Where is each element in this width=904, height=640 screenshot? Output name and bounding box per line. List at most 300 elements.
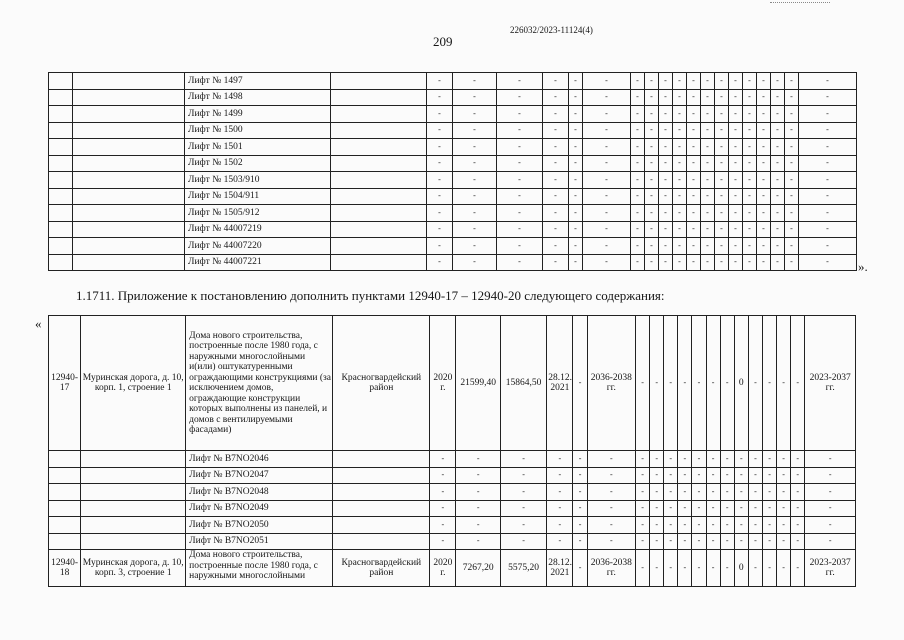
lift-label: Лифт № В7NO2048	[186, 484, 333, 501]
empty-cell	[49, 155, 73, 172]
dash-cell: -	[569, 89, 583, 106]
lift-label: Лифт № 1502	[185, 155, 331, 172]
dash-cell: -	[785, 155, 799, 172]
page-number: 209	[433, 34, 453, 49]
dash-cell: -	[743, 106, 757, 123]
dash-cell: -	[729, 89, 743, 106]
entry-district: Красногвардейский район	[333, 316, 430, 451]
dash-cell: -	[569, 106, 583, 123]
dash-cell: -	[664, 316, 678, 451]
dash-cell: -	[587, 451, 635, 468]
dash-cell: -	[678, 550, 692, 587]
dash-cell: -	[762, 484, 776, 501]
dash-cell: -	[687, 73, 701, 90]
empty-cell	[49, 254, 73, 271]
empty-cell	[49, 238, 73, 255]
dash-cell: -	[785, 106, 799, 123]
dash-cell: -	[701, 188, 715, 205]
entry-zero: 0	[734, 550, 748, 587]
empty-cell	[49, 500, 81, 517]
dash-cell: -	[720, 316, 734, 451]
lift-row	[49, 122, 857, 139]
dash-cell: -	[543, 172, 569, 189]
dash-cell: -	[692, 533, 706, 550]
dash-cell: -	[673, 205, 687, 222]
dash-cell: -	[430, 517, 456, 534]
dash-cell: -	[701, 238, 715, 255]
dash-cell: -	[427, 73, 453, 90]
dash-cell: -	[635, 500, 649, 517]
dash-cell: -	[631, 172, 645, 189]
entry-number: 12940-17	[49, 316, 81, 451]
entry-area-living: 5575,20	[500, 550, 546, 587]
dash-cell: -	[497, 122, 543, 139]
dash-cell: -	[569, 254, 583, 271]
dash-cell: -	[650, 517, 664, 534]
dash-cell: -	[659, 155, 673, 172]
dash-cell: -	[743, 139, 757, 156]
dash-cell: -	[569, 172, 583, 189]
dash-cell: -	[547, 533, 573, 550]
dash-cell: -	[635, 517, 649, 534]
dash-cell: -	[771, 155, 785, 172]
dash-cell: -	[635, 467, 649, 484]
dash-cell: -	[715, 172, 729, 189]
dash-cell: -	[659, 205, 673, 222]
dash-cell: -	[777, 484, 791, 501]
dash-cell: -	[659, 122, 673, 139]
dash-cell: -	[729, 254, 743, 271]
lift-label: Лифт № 1499	[185, 106, 331, 123]
dash-cell: -	[715, 73, 729, 90]
dash-cell: -	[757, 122, 771, 139]
dash-cell: -	[500, 517, 546, 534]
dash-cell: -	[805, 467, 856, 484]
dash-cell: -	[791, 533, 805, 550]
dash-cell: -	[791, 316, 805, 451]
empty-cell	[49, 73, 73, 90]
dash-cell: -	[791, 550, 805, 587]
dash-cell: -	[692, 316, 706, 451]
dash-cell: -	[427, 172, 453, 189]
dash-cell: -	[673, 172, 687, 189]
lift-row	[49, 221, 857, 238]
entry-address: Муринская дорога, д. 10, корп. 1, строение 1	[81, 316, 186, 451]
dash-cell: -	[500, 467, 546, 484]
dash-cell: -	[573, 451, 587, 468]
dash-cell: -	[715, 122, 729, 139]
lift-label: Лифт № 1498	[185, 89, 331, 106]
dash-cell: -	[771, 122, 785, 139]
empty-cell	[73, 122, 185, 139]
dash-cell: -	[430, 484, 456, 501]
dash-cell: -	[715, 254, 729, 271]
lift-row	[49, 205, 857, 222]
dash-cell: -	[701, 205, 715, 222]
dash-cell: -	[734, 451, 748, 468]
dash-cell: -	[799, 122, 857, 139]
dash-cell: -	[785, 238, 799, 255]
dash-cell: -	[664, 467, 678, 484]
dash-cell: -	[799, 155, 857, 172]
lift-label: Лифт № 44007220	[185, 238, 331, 255]
dash-cell: -	[729, 139, 743, 156]
empty-cell	[331, 122, 427, 139]
dash-cell: -	[659, 238, 673, 255]
dash-cell: -	[631, 205, 645, 222]
dash-cell: -	[453, 73, 497, 90]
dash-cell: -	[500, 500, 546, 517]
dash-cell: -	[673, 238, 687, 255]
dash-cell: -	[427, 89, 453, 106]
lift-row	[49, 172, 857, 189]
dash-cell: -	[729, 155, 743, 172]
empty-cell	[73, 89, 185, 106]
dash-cell: -	[583, 188, 631, 205]
dash-cell: -	[543, 139, 569, 156]
dash-cell: -	[583, 221, 631, 238]
empty-cell	[73, 106, 185, 123]
dash-cell: -	[757, 221, 771, 238]
dash-cell: -	[799, 172, 857, 189]
dash-cell: -	[757, 139, 771, 156]
dash-cell: -	[687, 221, 701, 238]
dash-cell: -	[569, 238, 583, 255]
dash-cell: -	[715, 106, 729, 123]
empty-cell	[73, 139, 185, 156]
entry-description: Дома нового строительства, построенные после 1980 года, с наружными многослойными	[186, 550, 333, 587]
dash-cell: -	[583, 172, 631, 189]
dash-cell: -	[673, 188, 687, 205]
dash-cell: -	[659, 172, 673, 189]
dash-cell: -	[645, 205, 659, 222]
dash-cell: -	[569, 155, 583, 172]
dash-cell: -	[659, 254, 673, 271]
dash-cell: -	[748, 550, 762, 587]
dash-cell: -	[631, 122, 645, 139]
dash-cell: -	[743, 155, 757, 172]
empty-cell	[73, 73, 185, 90]
dash-cell: -	[771, 254, 785, 271]
dash-cell: -	[673, 89, 687, 106]
dash-cell: -	[678, 500, 692, 517]
empty-cell	[73, 205, 185, 222]
dash-cell: -	[729, 106, 743, 123]
lift-label: Лифт № 44007221	[185, 254, 331, 271]
dash-cell: -	[650, 533, 664, 550]
empty-cell	[49, 122, 73, 139]
dash-cell: -	[715, 155, 729, 172]
opening-quote: «	[35, 316, 42, 331]
lift-label: Лифт № 44007219	[185, 221, 331, 238]
dash-cell: -	[631, 89, 645, 106]
dash-cell: -	[701, 172, 715, 189]
empty-cell	[49, 467, 81, 484]
dash-cell: -	[587, 500, 635, 517]
dash-cell: -	[635, 484, 649, 501]
dash-cell: -	[687, 139, 701, 156]
dash-cell: -	[785, 188, 799, 205]
dash-cell: -	[645, 106, 659, 123]
lift-row	[49, 484, 856, 501]
entry-date: 28.12. 2021	[547, 316, 573, 451]
dash-cell: -	[497, 254, 543, 271]
dash-cell: -	[631, 106, 645, 123]
empty-cell	[81, 500, 186, 517]
dash-cell: -	[427, 254, 453, 271]
dash-cell: -	[687, 188, 701, 205]
dash-cell: -	[799, 188, 857, 205]
dash-cell: -	[757, 188, 771, 205]
dash-cell: -	[791, 451, 805, 468]
dash-cell: -	[645, 221, 659, 238]
dash-cell: -	[427, 205, 453, 222]
dash-cell: -	[762, 467, 776, 484]
dash-cell: -	[430, 500, 456, 517]
entry-period2: 2023-2037 гг.	[805, 550, 856, 587]
lift-label: Лифт № В7NO2050	[186, 517, 333, 534]
dash-cell: -	[771, 73, 785, 90]
dash-cell: -	[430, 533, 456, 550]
dash-cell: -	[427, 238, 453, 255]
dash-cell: -	[701, 254, 715, 271]
dash-cell: -	[805, 484, 856, 501]
dash-cell: -	[762, 500, 776, 517]
dash-cell: -	[757, 254, 771, 271]
entry-district: Красногвардейский район	[333, 550, 430, 587]
entry-area-total: 7267,20	[456, 550, 500, 587]
dash-cell: -	[777, 316, 791, 451]
dash-cell: -	[497, 238, 543, 255]
lift-label: Лифт № 1505/912	[185, 205, 331, 222]
entry-area-total: 21599,40	[456, 316, 500, 451]
dash-cell: -	[583, 205, 631, 222]
dash-cell: -	[706, 533, 720, 550]
dash-cell: -	[456, 484, 500, 501]
dash-cell: -	[543, 106, 569, 123]
dash-cell: -	[453, 221, 497, 238]
dash-cell: -	[734, 533, 748, 550]
dash-cell: -	[743, 73, 757, 90]
dash-cell: -	[785, 139, 799, 156]
dash-cell: -	[687, 89, 701, 106]
entry-number: 12940-18	[49, 550, 81, 587]
dash-cell: -	[631, 188, 645, 205]
lift-label: Лифт № В7NO2046	[186, 451, 333, 468]
dash-cell: -	[650, 467, 664, 484]
dash-cell: -	[678, 517, 692, 534]
empty-cell	[333, 484, 430, 501]
dash-cell: -	[785, 89, 799, 106]
dash-cell: -	[734, 484, 748, 501]
entry-row-12940-17	[49, 316, 856, 451]
lift-label: Лифт № 1504/911	[185, 188, 331, 205]
dash-cell: -	[673, 221, 687, 238]
lift-label: Лифт № В7NO2051	[186, 533, 333, 550]
dash-cell: -	[706, 500, 720, 517]
dash-cell: -	[720, 533, 734, 550]
lift-row	[49, 89, 857, 106]
dash-cell: -	[734, 467, 748, 484]
dash-cell: -	[706, 484, 720, 501]
empty-cell	[49, 106, 73, 123]
dash-cell: -	[799, 106, 857, 123]
dash-cell: -	[799, 73, 857, 90]
dash-cell: -	[799, 139, 857, 156]
entry-area-living: 15864,50	[500, 316, 546, 451]
dash-cell: -	[762, 550, 776, 587]
dash-cell: -	[687, 172, 701, 189]
top-scribble-mark	[770, 2, 830, 9]
dash-cell: -	[720, 500, 734, 517]
closing-quote: ».	[858, 259, 868, 274]
dash-cell: -	[427, 139, 453, 156]
empty-cell	[331, 139, 427, 156]
dash-cell: -	[583, 238, 631, 255]
dash-cell: -	[497, 89, 543, 106]
empty-cell	[73, 188, 185, 205]
empty-cell	[331, 73, 427, 90]
dash-cell: -	[673, 139, 687, 156]
dash-cell: -	[785, 205, 799, 222]
dash-cell: -	[587, 533, 635, 550]
dash-cell: -	[805, 517, 856, 534]
dash-cell: -	[645, 73, 659, 90]
dash-cell: -	[687, 205, 701, 222]
dash-cell: -	[701, 122, 715, 139]
dash-cell: -	[456, 467, 500, 484]
dash-cell: -	[720, 517, 734, 534]
lift-row	[49, 106, 857, 123]
dash-cell: -	[799, 238, 857, 255]
dash-cell: -	[543, 205, 569, 222]
dash-cell: -	[650, 500, 664, 517]
dash-cell: -	[687, 122, 701, 139]
dash-cell: -	[757, 106, 771, 123]
lift-label: Лифт № 1500	[185, 122, 331, 139]
amendment-paragraph: 1.1711. Приложение к постановлению дополнить пунктами 12940-17 – 12940-20 следующего содержания:	[76, 288, 665, 303]
empty-cell	[81, 484, 186, 501]
dash-cell: -	[791, 467, 805, 484]
dash-cell: -	[453, 188, 497, 205]
entry-zero: 0	[734, 316, 748, 451]
dash-cell: -	[673, 73, 687, 90]
dash-cell: -	[497, 172, 543, 189]
dash-cell: -	[692, 451, 706, 468]
dash-cell: -	[791, 484, 805, 501]
entry-year: 2020 г.	[430, 550, 456, 587]
dash-cell: -	[456, 500, 500, 517]
dash-cell: -	[715, 205, 729, 222]
dash-cell: -	[635, 533, 649, 550]
dash-cell: -	[427, 106, 453, 123]
empty-cell	[331, 188, 427, 205]
dash-cell: -	[715, 221, 729, 238]
dash-cell: -	[453, 155, 497, 172]
dash-cell: -	[692, 550, 706, 587]
lift-row	[49, 139, 857, 156]
dash-cell: -	[650, 550, 664, 587]
dash-cell: -	[453, 254, 497, 271]
lift-row	[49, 73, 857, 90]
dash-cell: -	[500, 533, 546, 550]
lift-row	[49, 238, 857, 255]
dash-cell: -	[453, 172, 497, 189]
dash-cell: -	[573, 550, 587, 587]
dash-cell: -	[587, 467, 635, 484]
dash-cell: -	[569, 205, 583, 222]
dash-cell: -	[729, 73, 743, 90]
dash-cell: -	[715, 188, 729, 205]
dash-cell: -	[573, 500, 587, 517]
dash-cell: -	[748, 451, 762, 468]
dash-cell: -	[785, 254, 799, 271]
dash-cell: -	[631, 254, 645, 271]
dash-cell: -	[748, 467, 762, 484]
empty-cell	[331, 221, 427, 238]
dash-cell: -	[547, 484, 573, 501]
dash-cell: -	[500, 451, 546, 468]
dash-cell: -	[427, 221, 453, 238]
empty-cell	[81, 451, 186, 468]
dash-cell: -	[569, 139, 583, 156]
dash-cell: -	[453, 89, 497, 106]
dash-cell: -	[543, 89, 569, 106]
dash-cell: -	[573, 316, 587, 451]
dash-cell: -	[587, 484, 635, 501]
dash-cell: -	[569, 73, 583, 90]
dash-cell: -	[453, 238, 497, 255]
dash-cell: -	[453, 139, 497, 156]
dash-cell: -	[453, 205, 497, 222]
dash-cell: -	[701, 139, 715, 156]
dash-cell: -	[771, 205, 785, 222]
dash-cell: -	[497, 155, 543, 172]
dash-cell: -	[650, 451, 664, 468]
dash-cell: -	[673, 254, 687, 271]
empty-cell	[49, 517, 81, 534]
dash-cell: -	[729, 172, 743, 189]
empty-cell	[73, 238, 185, 255]
empty-cell	[49, 172, 73, 189]
dash-cell: -	[805, 500, 856, 517]
empty-cell	[49, 205, 73, 222]
empty-cell	[333, 500, 430, 517]
dash-cell: -	[706, 316, 720, 451]
dash-cell: -	[729, 122, 743, 139]
dash-cell: -	[678, 451, 692, 468]
dash-cell: -	[430, 467, 456, 484]
dash-cell: -	[706, 550, 720, 587]
dash-cell: -	[645, 238, 659, 255]
dash-cell: -	[701, 221, 715, 238]
empty-cell	[331, 254, 427, 271]
dash-cell: -	[748, 500, 762, 517]
empty-cell	[333, 533, 430, 550]
dash-cell: -	[729, 205, 743, 222]
dash-cell: -	[687, 254, 701, 271]
lift-row	[49, 254, 857, 271]
dash-cell: -	[687, 106, 701, 123]
dash-cell: -	[659, 188, 673, 205]
dash-cell: -	[805, 451, 856, 468]
dash-cell: -	[757, 73, 771, 90]
dash-cell: -	[543, 155, 569, 172]
entry-date: 28.12. 2021	[547, 550, 573, 587]
empty-cell	[81, 517, 186, 534]
lift-label: Лифт № 1503/910	[185, 172, 331, 189]
dash-cell: -	[743, 122, 757, 139]
